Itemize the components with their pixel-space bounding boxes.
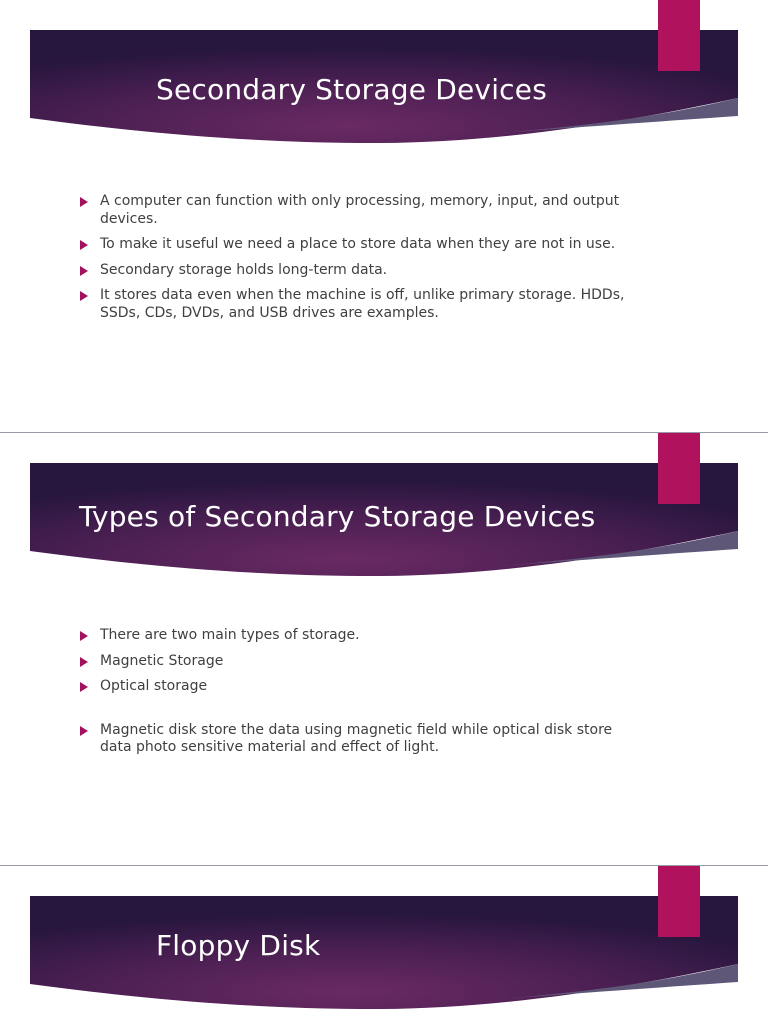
- slide-title: Secondary Storage Devices: [156, 73, 547, 106]
- list-item: There are two main types of storage.: [79, 627, 639, 645]
- slide-title: Floppy Disk: [156, 929, 321, 962]
- bullet-list: [79, 627, 639, 765]
- triangle-bullet-icon: [80, 266, 88, 276]
- triangle-bullet-icon: [80, 240, 88, 250]
- list-item: A computer can function with only processing, memory, input, and output devices.: [79, 193, 639, 228]
- slide-2: [0, 433, 768, 865]
- triangle-bullet-icon: [80, 197, 88, 207]
- accent-tab: [658, 866, 700, 937]
- list-item: Optical storage: [79, 678, 639, 696]
- slide-3: [0, 866, 768, 1024]
- accent-tab: [658, 0, 700, 71]
- accent-tab: [658, 433, 700, 504]
- triangle-bullet-icon: [80, 682, 88, 692]
- slide-title: Types of Secondary Storage Devices: [79, 500, 596, 533]
- slide-1: [0, 0, 768, 432]
- banner-shape: [30, 896, 738, 1012]
- list-item: Magnetic Storage: [79, 653, 639, 671]
- triangle-bullet-icon: [80, 631, 88, 641]
- title-banner: [30, 896, 738, 1012]
- triangle-bullet-icon: [80, 726, 88, 736]
- bullet-list: [79, 193, 639, 330]
- list-item: It stores data even when the machine is off, unlike primary storage. HDDs, SSDs, CDs, DVDs, and USB drives are examples.: [79, 287, 639, 322]
- triangle-bullet-icon: [80, 657, 88, 667]
- triangle-bullet-icon: [80, 291, 88, 301]
- list-item: Magnetic disk store the data using magnetic field while optical disk store data photo sensitive material and effect of light.: [79, 722, 639, 757]
- list-item: Secondary storage holds long-term data.: [79, 262, 639, 280]
- list-item: To make it useful we need a place to store data when they are not in use.: [79, 236, 639, 254]
